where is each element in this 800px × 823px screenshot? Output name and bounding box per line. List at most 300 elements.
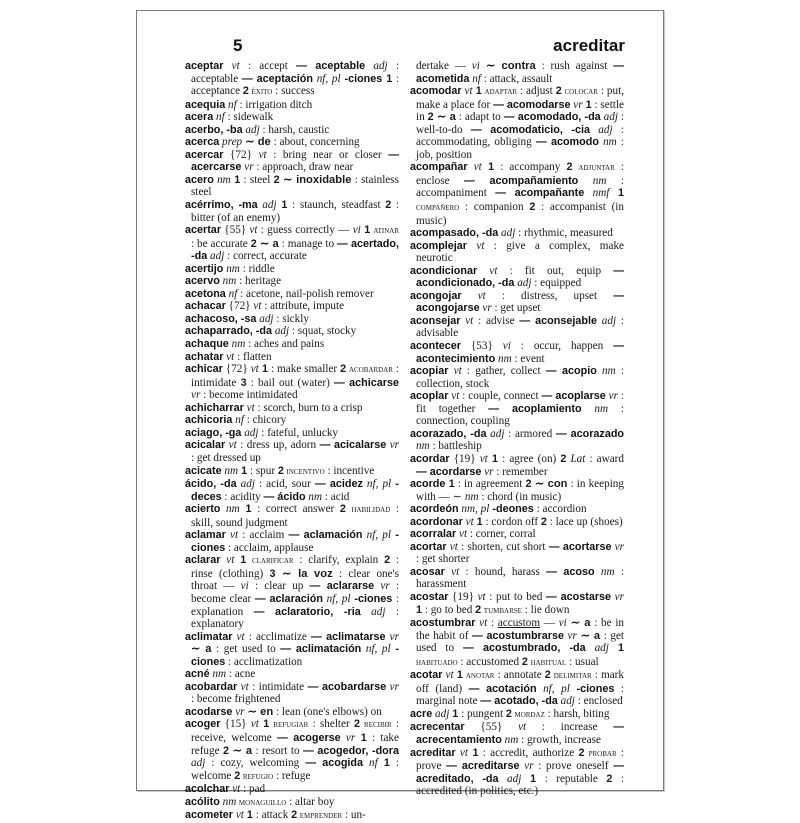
part-of-speech: vt: [223, 350, 235, 363]
definition-text: : approach, draw near: [253, 161, 354, 174]
part-of-speech: vt: [455, 746, 468, 759]
dictionary-entry: [410, 227, 624, 240]
headword: — aclamación: [288, 529, 363, 542]
dictionary-entry: [410, 478, 624, 503]
definition-text: {72}: [222, 363, 251, 376]
part-of-speech: adj: [191, 757, 206, 770]
sense-number: 2: [505, 707, 512, 720]
headword: — aconsejable: [519, 314, 597, 327]
definition-text: : staunch, steadfast: [287, 199, 386, 212]
synonym-smallcaps: anotar: [462, 670, 495, 682]
definition-text: : accredit, authorize: [478, 746, 579, 759]
headword: — acercarse: [191, 148, 399, 174]
definition-text: : harsh, biting: [544, 707, 610, 720]
sense-number: 2: [560, 452, 567, 465]
part-of-speech: vt: [462, 515, 474, 528]
dictionary-entry: [410, 669, 624, 708]
headword: — acorazado: [555, 427, 625, 440]
headword: acompasado, -da: [410, 227, 499, 240]
dictionary-entry: [410, 428, 624, 453]
headword: acordeón: [410, 503, 459, 516]
headword: — aclimatación: [280, 643, 362, 656]
headword: acre: [410, 707, 433, 720]
definition-text: : get used to: [211, 643, 281, 656]
definition-text: : intimidate: [191, 363, 400, 389]
dictionary-entry: [185, 136, 399, 149]
sense-number: 1: [377, 757, 390, 770]
definition-text: : bring near or closer: [266, 148, 389, 161]
part-of-speech: vt: [460, 314, 474, 327]
headword: acertar: [185, 224, 222, 237]
synonym-smallcaps: mordaz: [511, 708, 545, 720]
part-of-speech: nf, pl: [313, 72, 341, 85]
dictionary-entry: [185, 439, 399, 464]
part-of-speech: vt: [229, 783, 241, 796]
definition-text: : lie down: [521, 603, 570, 616]
headword: — acogerse: [276, 731, 341, 744]
headword: — acomodaticio, -cia: [470, 123, 590, 136]
part-of-speech: vt: [456, 528, 468, 541]
definition-text: ∼ a: [191, 643, 212, 656]
part-of-speech: nm, pl: [458, 503, 490, 516]
definition-text: : cozy, welcoming: [205, 757, 306, 770]
sense-number: 1: [360, 224, 371, 237]
part-of-speech: vr: [563, 629, 577, 642]
sense-number: 1: [355, 731, 367, 744]
definition-text: : clear up: [248, 580, 310, 593]
dictionary-entry: [185, 363, 399, 402]
dictionary-entry: [185, 681, 399, 706]
part-of-speech: adj: [257, 199, 277, 212]
sense-number: 1: [487, 452, 499, 465]
part-of-speech: vt: [475, 617, 488, 630]
definition-text: : heritage: [236, 275, 282, 288]
headword: acreditar: [410, 746, 456, 759]
headword: — acortarse: [548, 540, 612, 553]
right-column: [410, 60, 624, 798]
part-of-speech: adj: [365, 60, 388, 72]
definition-text: : reputable: [536, 772, 607, 785]
part-of-speech: vr: [605, 390, 618, 403]
definition-text: {55}: [464, 721, 519, 734]
headword: acequia: [185, 98, 226, 111]
sense-number: 1: [582, 98, 592, 111]
definition-text: : award: [585, 452, 624, 465]
part-of-speech: prep: [219, 136, 243, 149]
definition-text: ∼ a: [433, 111, 456, 124]
definition-text: : annotate: [494, 669, 545, 682]
definition-text: : shelter: [308, 718, 354, 731]
part-of-speech: Lat: [566, 452, 586, 465]
dictionary-entry: [185, 414, 399, 427]
definition-text: : lean (one's elbows) on: [273, 705, 382, 718]
definition-text: : sidewalk: [224, 111, 274, 124]
definition-text: : remember: [493, 465, 548, 478]
part-of-speech: vi: [352, 224, 361, 237]
headword: acometer: [185, 809, 234, 822]
dictionary-entry: [185, 402, 399, 415]
definition-text: : equipped: [531, 277, 582, 290]
part-of-speech: vr: [481, 465, 494, 478]
part-of-speech: vr: [611, 540, 625, 553]
dictionary-entry: [410, 617, 624, 669]
definition-text: : intimidate: [248, 680, 308, 693]
definition-text: : job, position: [416, 136, 624, 161]
definition-text: {19}: [448, 590, 478, 603]
definition-text: : guess correctly —: [257, 224, 353, 237]
definition-text: : refuge: [273, 769, 311, 782]
sense-number: 2: [544, 669, 551, 682]
definition-text: accustom: [497, 617, 541, 630]
dictionary-entry: [410, 591, 624, 617]
definition-text: : receive, welcome: [191, 718, 399, 744]
part-of-speech: vt: [467, 239, 485, 252]
definition-text: : accompanist (in music): [416, 201, 624, 227]
headword: — acertado, -da: [191, 237, 399, 263]
part-of-speech: adj: [514, 277, 532, 290]
definition-text: : take refuge: [191, 731, 399, 757]
dictionary-entry: [185, 783, 399, 796]
definition-text: : acceptable: [191, 60, 400, 85]
definition-text: {53}: [461, 340, 503, 353]
definition-text: ∼ de: [242, 136, 271, 149]
headword: acompañar: [410, 161, 468, 174]
headword: achacar: [185, 300, 226, 313]
definition-text: : acid, sour: [254, 478, 315, 491]
dictionary-entry: [185, 809, 399, 823]
definition-text: : get upset: [491, 302, 541, 315]
dictionary-entry: [185, 503, 399, 529]
headword: -ciones: [569, 682, 615, 695]
definition-text: : clear one's throat —: [191, 567, 399, 593]
definition-text: {72}: [223, 148, 259, 161]
headword: — acomodo: [535, 136, 599, 149]
dictionary-entry: [185, 554, 399, 630]
synonym-smallcaps: colocar: [561, 86, 598, 98]
definition-text: : scorch, burn to a crisp: [254, 401, 363, 414]
part-of-speech: vr: [570, 98, 583, 111]
part-of-speech: vi: [502, 340, 511, 353]
definition-text: : irrigation ditch: [236, 98, 313, 111]
dictionary-entry: [185, 263, 399, 276]
definition-text: : pad: [240, 783, 266, 796]
headword: — acreditarse: [446, 760, 520, 773]
headword: — acostumbrarse: [472, 629, 564, 642]
definition-text: : agree (on): [498, 452, 561, 465]
part-of-speech: vt: [232, 630, 245, 643]
part-of-speech: vt: [250, 363, 259, 376]
sense-number: 2: [291, 809, 298, 822]
part-of-speech: adj: [432, 707, 450, 720]
synonym-smallcaps: acobardar: [346, 364, 393, 376]
sense-number: 1: [258, 718, 270, 731]
dictionary-entry: [185, 465, 399, 479]
headword: acierto: [185, 503, 221, 516]
headword: — acoplarse: [541, 390, 606, 403]
sense-number: 1: [472, 85, 482, 98]
dictionary-entry: [185, 149, 399, 174]
sense-number: 2: [521, 655, 528, 668]
headword: achicoria: [185, 414, 233, 427]
sense-number: 1: [609, 187, 624, 200]
part-of-speech: nm: [228, 338, 246, 351]
definition-text: : accompaniment: [416, 174, 624, 200]
definition-text: : prove oneself: [533, 760, 614, 773]
part-of-speech: vr: [479, 302, 492, 315]
definition-text: : get shorter: [416, 553, 470, 566]
part-of-speech: vt: [477, 264, 498, 277]
sense-number: 1: [467, 746, 479, 759]
headword: acicate: [185, 464, 222, 477]
sense-number: 1: [481, 161, 495, 174]
part-of-speech: vt: [479, 452, 488, 465]
part-of-speech: nm: [223, 262, 240, 275]
definition-text: : fit together: [416, 390, 625, 415]
headword: — acongojarse: [416, 289, 624, 315]
definition-text: : rhythmic, measured: [515, 227, 613, 240]
headword: acera: [185, 111, 214, 124]
dictionary-entry: [185, 631, 399, 669]
definition-text: : mark off (land): [416, 669, 624, 695]
sense-number: 2: [353, 718, 360, 731]
part-of-speech: vt: [220, 554, 235, 567]
synonym-smallcaps: recibir: [359, 719, 392, 731]
definition-text: : incentive: [324, 464, 375, 477]
definition-text: : accommodating, obliging: [416, 123, 625, 149]
dictionary-entry: [185, 325, 399, 338]
dictionary-entry: [185, 99, 399, 112]
part-of-speech: vr: [241, 161, 254, 174]
headword: acerbo, -ba: [185, 123, 243, 136]
headword: — acreditado, -da: [416, 760, 625, 785]
headword: achaparrado, -da: [185, 325, 273, 338]
sense-number: 1: [243, 809, 253, 822]
headword: — acogedor, -dora: [302, 744, 399, 757]
definition-text: : squat, stocky: [289, 325, 357, 338]
headword: — acoso: [546, 565, 595, 578]
synonym-smallcaps: clarificar: [246, 555, 294, 567]
part-of-speech: vt: [223, 60, 240, 72]
part-of-speech: vt: [448, 390, 460, 403]
part-of-speech: adj: [486, 427, 505, 440]
dictionary-entry: [185, 668, 399, 681]
part-of-speech: vt: [237, 680, 249, 693]
dictionary-entry: [410, 315, 624, 340]
definition-text: : companion: [459, 201, 530, 214]
definition-text: : advise: [473, 314, 520, 327]
part-of-speech: nm: [501, 733, 519, 746]
dictionary-entry: [185, 300, 399, 313]
headword: acné: [185, 668, 210, 681]
sense-number: 2: [250, 237, 257, 250]
part-of-speech: vt: [250, 718, 259, 731]
sense-number: 2: [606, 772, 613, 785]
definition-text: : cordon off: [482, 515, 541, 528]
definition-text: : stainless steel: [191, 173, 399, 199]
definition-text: : rush against: [535, 60, 614, 72]
sense-number: 1: [521, 772, 537, 785]
headword: — acondicionado, -da: [416, 264, 625, 290]
headword: acotar: [410, 669, 443, 682]
left-column: [185, 60, 399, 823]
dictionary-entry: [410, 365, 624, 390]
headword: acostumbrar: [410, 617, 476, 630]
dictionary-entry: [185, 313, 399, 326]
definition-text: : become frightened: [191, 693, 281, 706]
synonym-smallcaps: éxito: [248, 86, 273, 98]
definition-text: ∼ a: [256, 237, 279, 250]
synonym-smallcaps: habitual: [527, 656, 567, 668]
sense-number: 1: [382, 72, 393, 85]
part-of-speech: adj: [256, 312, 274, 325]
headword: — acobardarse: [307, 680, 387, 693]
definition-text: : settle in: [416, 98, 624, 124]
sense-number: 1: [453, 669, 463, 682]
definition-text: : battleship: [429, 440, 482, 453]
synonym-smallcaps: refugiar: [269, 719, 309, 731]
dictionary-entry: [410, 566, 624, 591]
definition-text: ∼ en: [244, 705, 274, 718]
dictionary-entry: [185, 718, 399, 783]
definition-text: ∼ con: [531, 478, 568, 491]
definition-text: : sickly: [273, 312, 309, 325]
part-of-speech: vr: [611, 590, 624, 603]
synonym-smallcaps: probar: [584, 747, 617, 759]
sense-number: 1: [445, 478, 455, 491]
definition-text: : increase: [526, 721, 614, 734]
definition-text: —: [540, 617, 559, 630]
part-of-speech: vt: [467, 161, 482, 174]
definition-text: : welcome: [191, 757, 399, 782]
headword: — aclararse: [309, 580, 375, 593]
definition-text: ∼ a: [576, 629, 601, 642]
headword: aceptar: [185, 60, 224, 72]
headword: acrecentar: [410, 721, 465, 734]
headword: acervo: [185, 275, 220, 288]
headword: — acomodarse: [493, 98, 571, 111]
definition-text: : accustomed: [457, 655, 522, 668]
synonym-smallcaps: refugio: [240, 770, 274, 782]
headword: -ciones: [191, 643, 399, 668]
sense-number: 1: [276, 199, 288, 212]
part-of-speech: vt: [444, 565, 460, 578]
dictionary-entry: [410, 721, 624, 746]
headword: — aclaración: [254, 592, 323, 605]
part-of-speech: nf: [232, 414, 244, 427]
headword: — acontecimiento: [416, 340, 624, 365]
headword: — acostumbrado, -da: [463, 642, 586, 655]
part-of-speech: vr: [374, 580, 390, 593]
dictionary-entry: [410, 60, 624, 85]
definition-text: : harassment: [416, 565, 624, 591]
headword: ácido, -da: [185, 478, 237, 491]
synonym-smallcaps: tumbarse: [481, 604, 522, 616]
headword: -ciones: [340, 72, 383, 85]
headword: acopiar: [410, 365, 449, 378]
synonym-smallcaps: incentivo: [283, 465, 325, 477]
headword: acicalar: [185, 439, 226, 452]
dictionary-entry: [185, 174, 399, 199]
part-of-speech: nmf: [584, 187, 610, 200]
synonym-smallcaps: atinar: [370, 225, 399, 237]
definition-text: {19}: [449, 452, 480, 465]
headword: — acogida: [305, 757, 364, 770]
headword: aclamar: [185, 529, 226, 542]
headword: aciago, -ga: [185, 426, 242, 439]
sense-number: 2: [339, 503, 346, 516]
part-of-speech: adj: [596, 314, 617, 327]
sense-number: 2: [384, 554, 391, 567]
part-of-speech: adj: [589, 123, 613, 136]
dictionary-entry: [410, 453, 624, 478]
headword: -deces: [191, 478, 399, 503]
sense-number: 2: [540, 515, 547, 528]
definition-text: : gather, collect: [461, 365, 546, 378]
part-of-speech: adj: [242, 123, 260, 136]
headword: acorde: [410, 478, 446, 491]
definition-text: : accept: [239, 60, 297, 72]
sense-number: 2: [222, 744, 229, 757]
definition-text: : bail out (water): [246, 376, 334, 389]
definition-text: {15}: [220, 718, 251, 731]
definition-text: : give a complex, make neurotic: [416, 239, 624, 265]
part-of-speech: nm: [209, 668, 227, 681]
definition-text: : fit out, equip: [497, 264, 614, 277]
headword: — acicalarse: [319, 439, 387, 452]
definition-text: : acclimatization: [225, 655, 303, 668]
headword: — achicarse: [333, 376, 399, 389]
page-number: 5: [233, 36, 243, 55]
dictionary-entry: [185, 224, 399, 263]
dictionary-entry: [410, 85, 624, 161]
definition-text: : put, make a place for: [416, 85, 624, 111]
definition-text: : corner, corral: [467, 528, 536, 541]
sense-number: 2: [525, 478, 532, 491]
part-of-speech: vr: [340, 731, 356, 744]
sense-number: 3: [240, 376, 247, 389]
synonym-smallcaps: adjuntar: [572, 162, 615, 174]
sense-number: 2: [566, 161, 573, 174]
sense-number: 2: [555, 85, 562, 98]
definition-text: : get dressed up: [191, 451, 261, 464]
part-of-speech: nm: [305, 490, 323, 503]
headword: acondicionar: [410, 264, 478, 277]
guide-word: acreditar: [553, 36, 625, 55]
definition-text: : hound, harass: [459, 565, 547, 578]
part-of-speech: vt: [518, 721, 527, 734]
sense-number: 1: [238, 464, 248, 477]
definition-text: ∼ la voz: [275, 567, 333, 580]
part-of-speech: adj: [241, 426, 259, 439]
headword: achicar: [185, 363, 223, 376]
part-of-speech: nm: [416, 440, 430, 453]
sense-number: 2: [427, 111, 434, 124]
synonym-smallcaps: compañero: [416, 202, 460, 214]
definition-text: : event: [511, 352, 545, 365]
definition-text: : fateful, unlucky: [258, 426, 339, 439]
sense-number: 2: [277, 464, 284, 477]
definition-text: : accompany: [494, 161, 567, 174]
definition-text: : clarify, explain: [293, 554, 385, 567]
definition-text: : acid: [322, 490, 350, 503]
dictionary-entry: [185, 124, 399, 137]
definition-text: : acclaim: [238, 529, 289, 542]
part-of-speech: vr: [386, 439, 400, 452]
headword: acontecer: [410, 340, 462, 353]
sense-number: 2: [273, 173, 280, 186]
definition-text: : make smaller: [267, 363, 341, 376]
definition-text: : distress, upset: [485, 289, 614, 302]
